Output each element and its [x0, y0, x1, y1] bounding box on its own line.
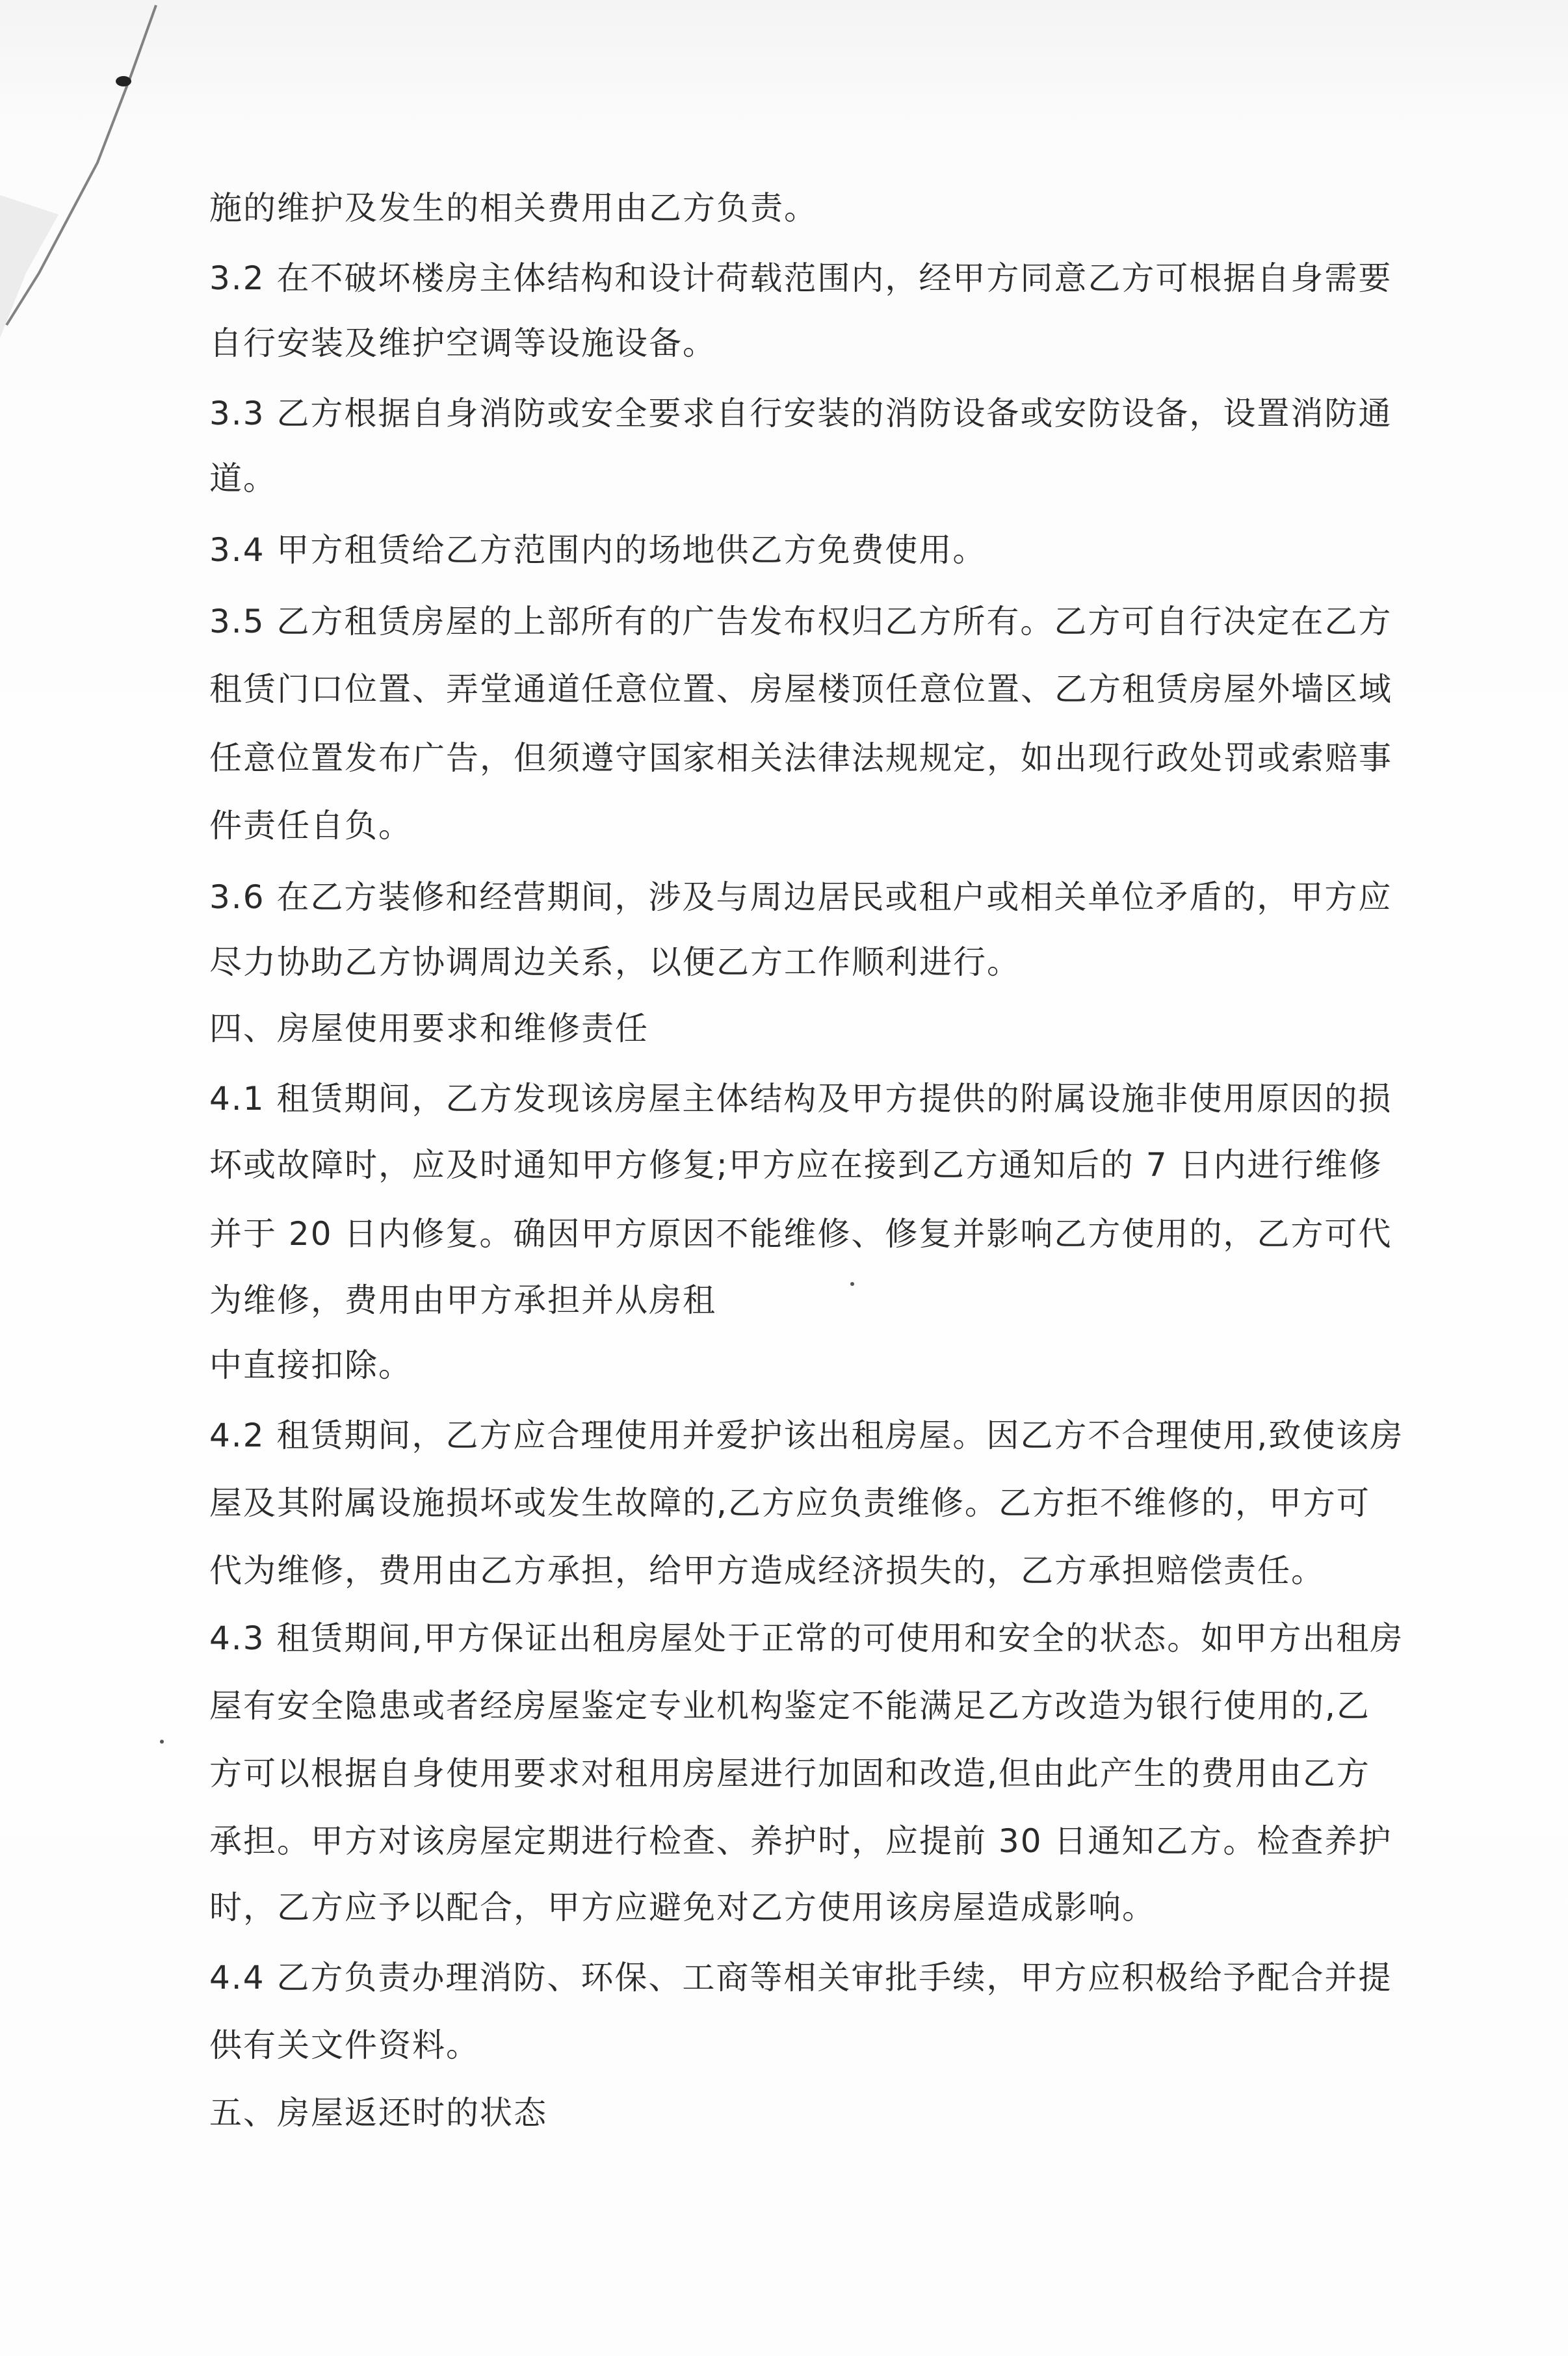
page-fold-shadow-mark: [0, 0, 169, 338]
scan-speck: [160, 1740, 164, 1744]
clause-3-6-line: 3.6 在乙方装修和经营期间，涉及与周边居民或租户或相关单位矛盾的，甲方应: [209, 878, 1392, 916]
text-line: 为维修，费用由甲方承担并从房租: [209, 1281, 716, 1319]
clause-3-3-line: 3.3 乙方根据自身消防或安全要求自行安装的消防设备或安防设备，设置消防通: [209, 395, 1392, 432]
section-heading-5: 五、房屋返还时的状态: [209, 2094, 547, 2132]
text-line: 件责任自负。: [209, 807, 412, 844]
text-line: 供有关文件资料。: [209, 2026, 480, 2064]
text-line: 中直接扣除。: [209, 1346, 412, 1384]
text-line: 承担。甲方对该房屋定期进行检查、养护时，应提前 30 日通知乙方。检查养护: [209, 1822, 1392, 1860]
text-line: 屋有安全隐患或者经房屋鉴定专业机构鉴定不能满足乙方改造为银行使用的,乙: [209, 1687, 1370, 1725]
text-line: 施的维护及发生的相关费用由乙方负责。: [209, 189, 818, 227]
text-line: 屋及其附属设施损坏或发生故障的,乙方应负责维修。乙方拒不维修的，甲方可: [209, 1484, 1370, 1522]
text-line: 方可以根据自身使用要求对租用房屋进行加固和改造,但由此产生的费用由乙方: [209, 1755, 1370, 1792]
text-line: 时，乙方应予以配合，甲方应避免对乙方使用该房屋造成影响。: [209, 1889, 1156, 1926]
section-heading-4: 四、房屋使用要求和维修责任: [209, 1010, 649, 1047]
text-line: 尽力协助乙方协调周边关系，以便乙方工作顺利进行。: [209, 943, 1021, 981]
clause-4-1-line: 4.1 租赁期间，乙方发现该房屋主体结构及甲方提供的附属设施非使用原因的损: [209, 1080, 1392, 1118]
text-line: 租赁门口位置、弄堂通道任意位置、房屋楼顶任意位置、乙方租赁房屋外墙区域: [209, 670, 1392, 708]
clause-4-4-line: 4.4 乙方负责办理消防、环保、工商等相关审批手续，甲方应积极给予配合并提: [209, 1959, 1392, 1996]
scan-speck: [850, 1282, 854, 1286]
text-line: 代为维修，费用由乙方承担，给甲方造成经济损失的，乙方承担赔偿责任。: [209, 1552, 1325, 1590]
clause-3-2-line: 3.2 在不破坏楼房主体结构和设计荷载范围内，经甲方同意乙方可根据自身需要: [209, 259, 1392, 297]
text-line: 坏或故障时，应及时通知甲方修复;甲方应在接到乙方通知后的 7 日内进行维修: [209, 1146, 1383, 1184]
clause-4-3-line: 4.3 租赁期间,甲方保证出租房屋处于正常的可使用和安全的状态。如甲方出租房: [209, 1619, 1404, 1657]
text-line: 道。: [209, 460, 277, 497]
text-line: 任意位置发布广告，但须遵守国家相关法律法规规定，如出现行政处罚或索赔事: [209, 739, 1392, 777]
text-line: 自行安装及维护空调等设施设备。: [209, 324, 716, 362]
clause-3-5-line: 3.5 乙方租赁房屋的上部所有的广告发布权归乙方所有。乙方可自行决定在乙方: [209, 603, 1392, 640]
clause-3-4-line: 3.4 甲方租赁给乙方范围内的场地供乙方免费使用。: [209, 531, 987, 569]
clause-4-2-line: 4.2 租赁期间，乙方应合理使用并爱护该出租房屋。因乙方不合理使用,致使该房: [209, 1417, 1404, 1454]
text-line: 并于 20 日内修复。确因甲方原因不能维修、修复并影响乙方使用的，乙方可代: [209, 1215, 1392, 1253]
